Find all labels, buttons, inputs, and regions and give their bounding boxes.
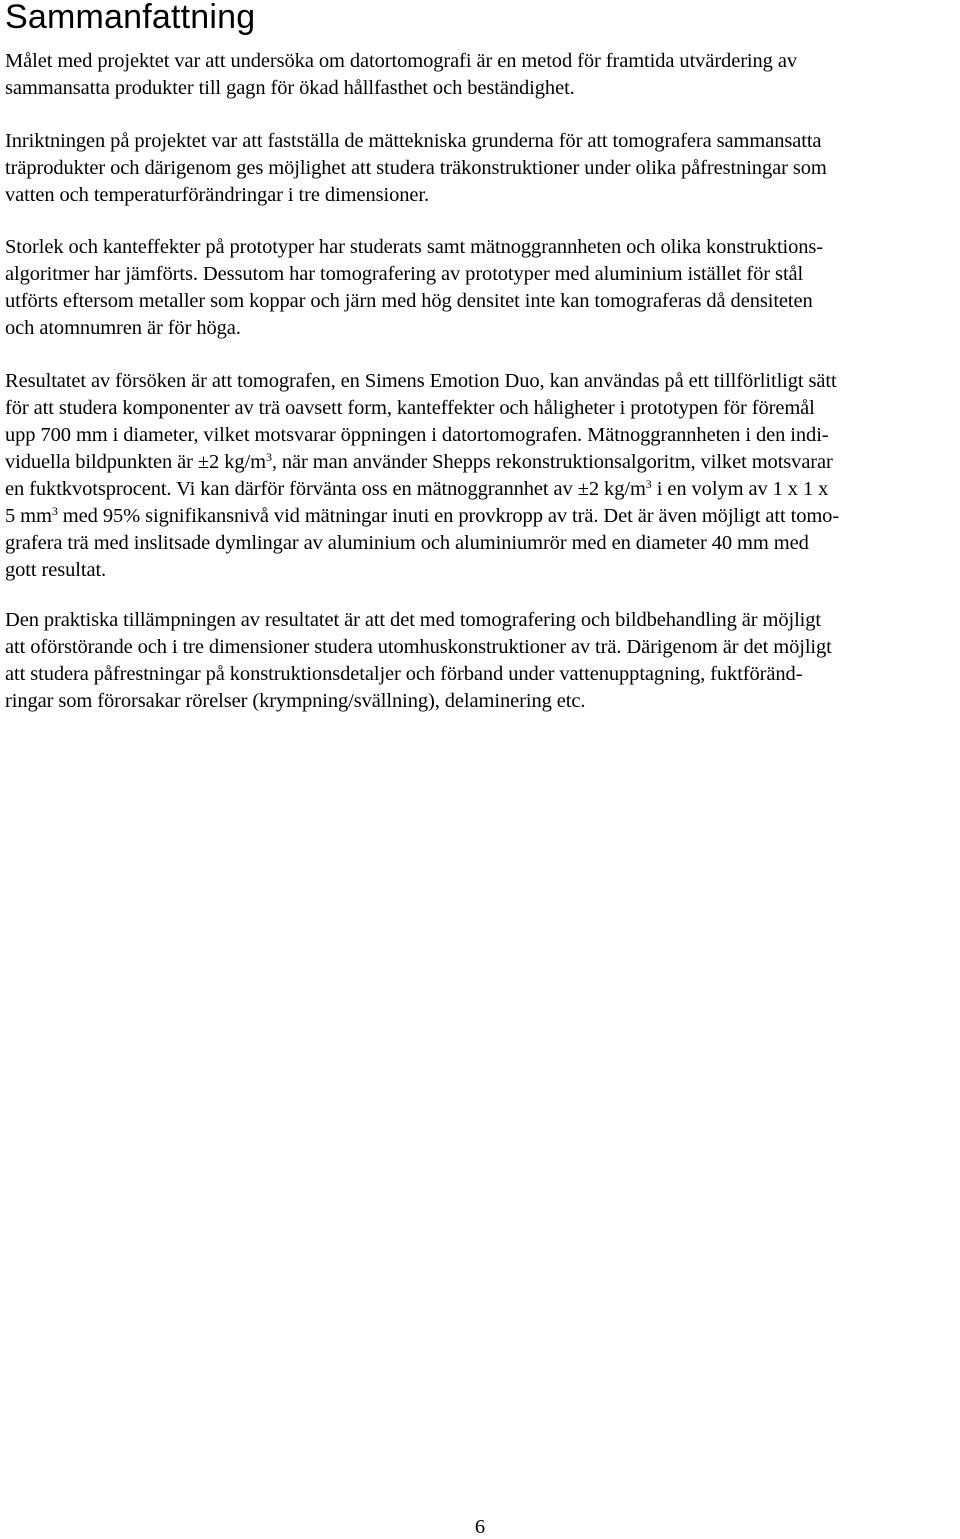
text-line: att studera påfrestningar på konstruktionsdetaljer och förband under vattenupptagning, fuktföränd- <box>5 663 803 685</box>
text-line: Storlek och kanteffekter på prototyper har studerats samt mätnoggrannheten och olika konstruktions- <box>5 236 824 258</box>
text-segment: viduella bildpunkten är ±2 kg/m <box>5 451 266 473</box>
paragraph-aim <box>5 48 960 102</box>
text-line: och atomnumren är för höga. <box>5 317 241 339</box>
text-line <box>5 476 960 503</box>
text-line: Inriktningen på projektet var att fastställa de mättekniska grunderna för att tomografera sammansatta <box>5 130 822 152</box>
text-line: upp 700 mm i diameter, vilket motsvarar öppningen i datortomografen. Mätnoggrannheten i den indi- <box>5 424 829 446</box>
text-line: träprodukter och därigenom ges möjlighet att studera träkonstruktioner under olika påfrestningar som <box>5 157 827 179</box>
text-line: för att studera komponenter av trä oavsett form, kanteffekter och håligheter i prototypen för föremål <box>5 397 815 419</box>
text-segment: , när man använder Shepps rekonstruktionsalgoritm, vilket motsvarar <box>271 451 833 473</box>
superscript: 3 <box>645 477 652 491</box>
page-title: Sammanfattning <box>5 0 256 36</box>
text-segment: med 95% signifikansnivå vid mätningar inuti en provkropp av trä. Det är även möjligt att tomo- <box>57 505 840 527</box>
text-segment: 5 mm <box>5 505 52 527</box>
text-line <box>5 503 960 530</box>
paragraph-focus <box>5 128 960 209</box>
text-line: att oförstörande och i tre dimensioner studera utomhuskonstruktioner av trä. Därigenom är det möjligt <box>5 636 832 658</box>
text-line: utförts eftersom metaller som koppar och järn med hög densitet inte kan tomograferas då densiteten <box>5 290 813 312</box>
text-line: grafera trä med inslitsade dymlingar av aluminium och aluminiumrör med en diameter 40 mm med <box>5 532 809 554</box>
paragraph-application <box>5 607 960 715</box>
text-line: Målet med projektet var att undersöka om datortomografi är en metod för framtida utvärdering av <box>5 50 797 72</box>
text-segment: i en volym av 1 x 1 x <box>651 478 829 500</box>
text-segment: en fuktkvotsprocent. Vi kan därför förvänta oss en mätnoggrannhet av ±2 kg/m <box>5 478 646 500</box>
text-line: sammansatta produkter till gagn för ökad hållfasthet och beständighet. <box>5 77 575 99</box>
paragraph-prototypes <box>5 234 960 342</box>
superscript: 3 <box>265 450 272 464</box>
text-line: Resultatet av försöken är att tomografen, en Simens Emotion Duo, kan användas på ett tillförlitligt sätt <box>5 370 837 392</box>
text-line <box>5 449 960 476</box>
superscript: 3 <box>51 504 58 518</box>
text-line: gott resultat. <box>5 559 107 581</box>
text-line: Den praktiska tillämpningen av resultatet är att det med tomografering och bildbehandling är möjligt <box>5 609 822 631</box>
page-number: 6 <box>474 1516 486 1538</box>
text-line: vatten och temperaturförändringar i tre dimensioner. <box>5 184 429 206</box>
text-line: ringar som förorsakar rörelser (krympning/svällning), delaminering etc. <box>5 690 586 712</box>
paragraph-results <box>5 368 960 584</box>
text-line: algoritmer har jämförts. Dessutom har tomografering av prototyper med aluminium istället för stål <box>5 263 804 285</box>
